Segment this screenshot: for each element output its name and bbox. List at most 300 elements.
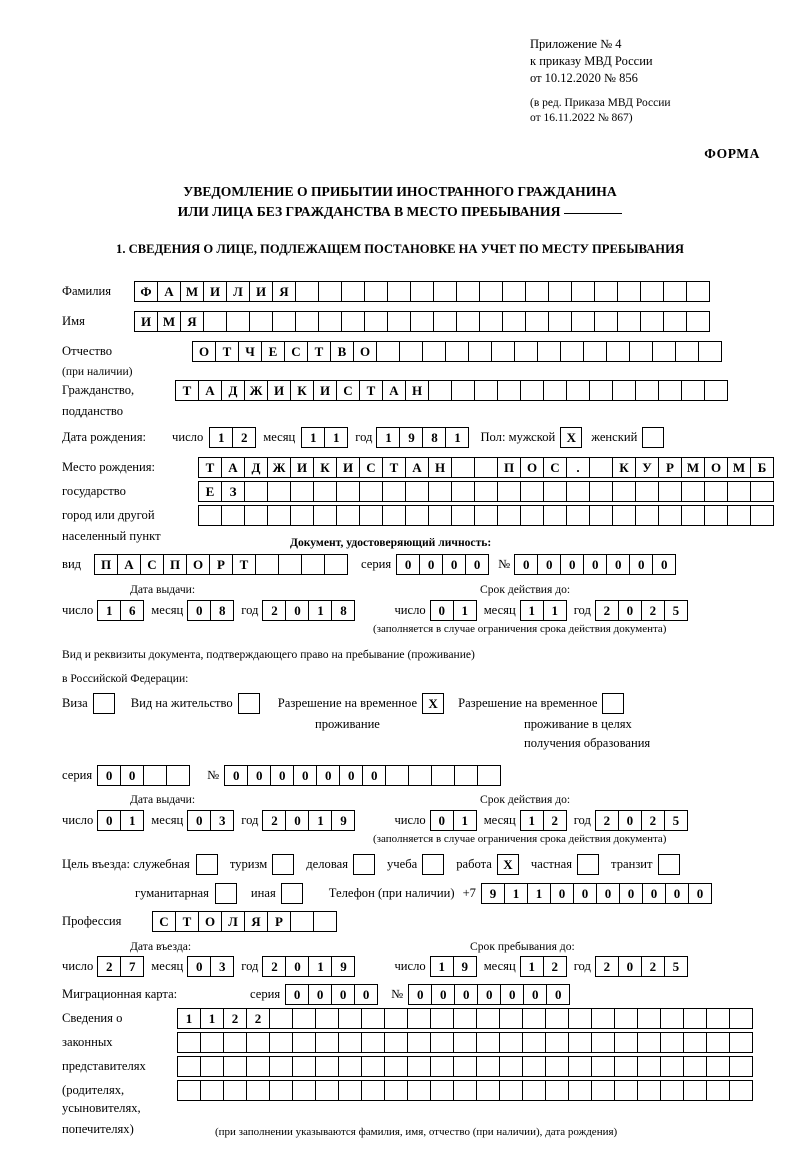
char-cell[interactable]: А [221,457,245,478]
char-cell[interactable] [474,481,498,502]
char-cell[interactable]: 8 [210,600,234,621]
char-cell[interactable]: 0 [618,810,642,831]
char-cell[interactable]: М [727,457,751,478]
char-cell[interactable]: 0 [285,984,309,1005]
char-cell[interactable] [338,1080,362,1101]
char-cell[interactable]: 2 [641,600,665,621]
char-cell[interactable] [683,1032,707,1053]
char-cell[interactable] [591,1080,615,1101]
char-cell[interactable]: Н [405,380,429,401]
char-cell[interactable]: С [140,554,164,575]
char-cell[interactable] [223,1032,247,1053]
char-cell[interactable] [361,1080,385,1101]
stay-number-input[interactable] [224,765,500,786]
char-cell[interactable]: П [94,554,118,575]
char-cell[interactable] [681,481,705,502]
char-cell[interactable] [177,1080,201,1101]
char-cell[interactable] [614,1008,638,1029]
char-cell[interactable] [318,281,342,302]
char-cell[interactable]: 1 [120,810,144,831]
char-cell[interactable] [474,380,498,401]
char-cell[interactable] [566,481,590,502]
char-cell[interactable] [750,481,774,502]
char-cell[interactable] [637,1056,661,1077]
char-cell[interactable] [278,554,302,575]
char-cell[interactable] [430,1032,454,1053]
char-cell[interactable] [407,1008,431,1029]
char-cell[interactable] [387,311,411,332]
char-cell[interactable]: 0 [354,984,378,1005]
entry-month-input[interactable] [187,956,233,977]
char-cell[interactable] [479,281,503,302]
doc-valid-year-input[interactable] [595,600,687,621]
char-cell[interactable] [606,341,630,362]
char-cell[interactable] [479,311,503,332]
edu-residence-checkbox[interactable] [602,693,624,714]
char-cell[interactable]: 2 [595,956,619,977]
char-cell[interactable] [430,1080,454,1101]
char-cell[interactable]: Р [658,457,682,478]
purpose-other-checkbox[interactable] [281,883,303,904]
char-cell[interactable] [660,1008,684,1029]
char-cell[interactable] [292,1032,316,1053]
purpose-private-checkbox[interactable] [577,854,599,875]
char-cell[interactable] [474,505,498,526]
char-cell[interactable] [456,281,480,302]
char-cell[interactable]: 1 [301,427,325,448]
char-cell[interactable]: 0 [619,883,643,904]
purpose-tourism-checkbox[interactable] [272,854,294,875]
entry-year-input[interactable] [262,956,354,977]
stay-until-month-input[interactable] [520,956,566,977]
char-cell[interactable] [683,1008,707,1029]
char-cell[interactable] [589,380,613,401]
doc-valid-month-input[interactable] [520,600,566,621]
char-cell[interactable] [166,765,190,786]
char-cell[interactable]: 0 [285,956,309,977]
purpose-work-checkbox[interactable]: Х [497,854,519,875]
char-cell[interactable] [698,341,722,362]
char-cell[interactable] [614,1056,638,1077]
char-cell[interactable]: 0 [430,600,454,621]
legal-reps-input-row3[interactable] [177,1056,752,1077]
char-cell[interactable] [453,1056,477,1077]
char-cell[interactable] [614,1032,638,1053]
char-cell[interactable]: 0 [454,984,478,1005]
char-cell[interactable]: 0 [331,984,355,1005]
char-cell[interactable]: 0 [550,883,574,904]
char-cell[interactable] [612,380,636,401]
char-cell[interactable] [200,1056,224,1077]
char-cell[interactable] [384,1032,408,1053]
char-cell[interactable] [341,311,365,332]
char-cell[interactable] [543,505,567,526]
char-cell[interactable] [706,1056,730,1077]
char-cell[interactable]: 0 [187,600,211,621]
sex-female-checkbox[interactable] [642,427,664,448]
char-cell[interactable]: 1 [324,427,348,448]
char-cell[interactable] [338,1008,362,1029]
char-cell[interactable]: 1 [376,427,400,448]
char-cell[interactable] [589,457,613,478]
char-cell[interactable]: А [198,380,222,401]
char-cell[interactable] [727,481,751,502]
sex-male-checkbox[interactable]: Х [560,427,582,448]
char-cell[interactable] [522,1056,546,1077]
char-cell[interactable] [336,481,360,502]
char-cell[interactable] [520,380,544,401]
char-cell[interactable] [428,380,452,401]
char-cell[interactable]: 1 [177,1008,201,1029]
char-cell[interactable] [543,380,567,401]
stay-issue-year-input[interactable] [262,810,354,831]
char-cell[interactable]: З [221,481,245,502]
char-cell[interactable]: О [704,457,728,478]
char-cell[interactable]: 0 [120,765,144,786]
char-cell[interactable] [683,1080,707,1101]
char-cell[interactable] [405,481,429,502]
char-cell[interactable]: 3 [210,810,234,831]
char-cell[interactable] [407,1032,431,1053]
char-cell[interactable]: М [157,311,181,332]
stay-until-day-input[interactable] [430,956,476,977]
char-cell[interactable]: 9 [331,956,355,977]
char-cell[interactable] [292,1080,316,1101]
char-cell[interactable]: 0 [97,810,121,831]
char-cell[interactable]: 0 [629,554,653,575]
char-cell[interactable] [617,311,641,332]
char-cell[interactable] [640,311,664,332]
char-cell[interactable]: Т [359,380,383,401]
char-cell[interactable]: К [612,457,636,478]
char-cell[interactable]: 5 [664,956,688,977]
char-cell[interactable]: 2 [232,427,256,448]
char-cell[interactable]: 0 [537,554,561,575]
char-cell[interactable] [295,311,319,332]
doc-valid-day-input[interactable] [430,600,476,621]
char-cell[interactable]: 1 [543,600,567,621]
char-cell[interactable] [143,765,167,786]
char-cell[interactable]: В [330,341,354,362]
stay-issue-day-input[interactable] [97,810,143,831]
char-cell[interactable] [267,481,291,502]
doc-issue-year-input[interactable] [262,600,354,621]
char-cell[interactable] [315,1032,339,1053]
char-cell[interactable]: С [336,380,360,401]
char-cell[interactable] [407,1080,431,1101]
char-cell[interactable] [686,311,710,332]
char-cell[interactable] [269,1008,293,1029]
char-cell[interactable]: С [152,911,176,932]
char-cell[interactable] [617,281,641,302]
char-cell[interactable] [658,481,682,502]
char-cell[interactable] [499,1056,523,1077]
char-cell[interactable]: 0 [583,554,607,575]
char-cell[interactable]: 0 [500,984,524,1005]
char-cell[interactable]: 0 [523,984,547,1005]
char-cell[interactable] [658,505,682,526]
char-cell[interactable]: 1 [453,810,477,831]
char-cell[interactable]: Д [221,380,245,401]
purpose-study-checkbox[interactable] [422,854,444,875]
char-cell[interactable]: 2 [246,1008,270,1029]
char-cell[interactable]: 2 [262,956,286,977]
char-cell[interactable] [359,481,383,502]
char-cell[interactable] [246,1080,270,1101]
char-cell[interactable] [476,1032,500,1053]
char-cell[interactable]: 2 [97,956,121,977]
char-cell[interactable] [399,341,423,362]
char-cell[interactable] [382,505,406,526]
char-cell[interactable] [384,1080,408,1101]
char-cell[interactable] [198,505,222,526]
char-cell[interactable]: И [267,380,291,401]
char-cell[interactable] [706,1080,730,1101]
char-cell[interactable]: С [543,457,567,478]
birth-year-input[interactable] [376,427,468,448]
char-cell[interactable] [663,281,687,302]
char-cell[interactable]: Ч [238,341,262,362]
char-cell[interactable] [637,1008,661,1029]
char-cell[interactable] [246,1056,270,1077]
char-cell[interactable]: И [290,457,314,478]
char-cell[interactable]: 0 [596,883,620,904]
char-cell[interactable] [203,311,227,332]
char-cell[interactable] [497,481,521,502]
char-cell[interactable] [729,1032,753,1053]
char-cell[interactable]: 7 [120,956,144,977]
char-cell[interactable]: 0 [224,765,248,786]
birth-month-input[interactable] [301,427,347,448]
char-cell[interactable] [269,1056,293,1077]
entry-day-input[interactable] [97,956,143,977]
char-cell[interactable]: Р [267,911,291,932]
char-cell[interactable] [431,765,455,786]
char-cell[interactable] [658,380,682,401]
char-cell[interactable] [525,281,549,302]
char-cell[interactable] [387,281,411,302]
char-cell[interactable]: Ф [134,281,158,302]
char-cell[interactable]: П [163,554,187,575]
char-cell[interactable] [566,380,590,401]
char-cell[interactable]: 0 [362,765,386,786]
char-cell[interactable] [361,1032,385,1053]
char-cell[interactable]: 1 [308,956,332,977]
char-cell[interactable]: 0 [618,600,642,621]
char-cell[interactable] [594,281,618,302]
char-cell[interactable]: А [405,457,429,478]
char-cell[interactable] [583,341,607,362]
char-cell[interactable]: И [313,380,337,401]
doc-issue-day-input[interactable] [97,600,143,621]
char-cell[interactable]: 1 [97,600,121,621]
char-cell[interactable]: Я [244,911,268,932]
char-cell[interactable]: 1 [453,600,477,621]
char-cell[interactable]: П [497,457,521,478]
char-cell[interactable]: О [198,911,222,932]
char-cell[interactable] [499,1080,523,1101]
char-cell[interactable]: 0 [546,984,570,1005]
birth-place-input-row1[interactable] [198,457,773,478]
char-cell[interactable]: И [203,281,227,302]
char-cell[interactable]: Т [232,554,256,575]
char-cell[interactable] [652,341,676,362]
char-cell[interactable] [663,311,687,332]
char-cell[interactable] [405,505,429,526]
char-cell[interactable]: 0 [442,554,466,575]
char-cell[interactable]: 2 [641,956,665,977]
char-cell[interactable] [290,481,314,502]
char-cell[interactable]: 0 [97,765,121,786]
char-cell[interactable] [315,1080,339,1101]
char-cell[interactable] [364,311,388,332]
stay-until-year-input[interactable] [595,956,687,977]
char-cell[interactable] [635,380,659,401]
char-cell[interactable] [324,554,348,575]
char-cell[interactable]: Я [180,311,204,332]
char-cell[interactable] [451,481,475,502]
char-cell[interactable] [566,505,590,526]
char-cell[interactable]: 0 [285,600,309,621]
patronymic-input[interactable] [192,341,721,362]
char-cell[interactable] [384,1056,408,1077]
char-cell[interactable] [681,505,705,526]
char-cell[interactable] [612,505,636,526]
char-cell[interactable] [704,380,728,401]
char-cell[interactable]: 2 [641,810,665,831]
char-cell[interactable] [451,505,475,526]
char-cell[interactable] [571,311,595,332]
char-cell[interactable]: И [336,457,360,478]
doc-number-input[interactable] [514,554,675,575]
char-cell[interactable] [385,765,409,786]
purpose-service-checkbox[interactable] [196,854,218,875]
char-cell[interactable]: 0 [187,956,211,977]
char-cell[interactable] [292,1056,316,1077]
char-cell[interactable] [477,765,501,786]
char-cell[interactable] [410,311,434,332]
char-cell[interactable] [591,1056,615,1077]
char-cell[interactable] [422,341,446,362]
char-cell[interactable]: 0 [465,554,489,575]
char-cell[interactable]: Б [750,457,774,478]
char-cell[interactable]: 0 [477,984,501,1005]
char-cell[interactable] [292,1008,316,1029]
char-cell[interactable]: К [313,457,337,478]
char-cell[interactable] [704,505,728,526]
char-cell[interactable]: 0 [642,883,666,904]
char-cell[interactable]: 2 [262,600,286,621]
char-cell[interactable]: 1 [504,883,528,904]
char-cell[interactable] [499,1032,523,1053]
char-cell[interactable] [433,311,457,332]
char-cell[interactable]: 0 [285,810,309,831]
char-cell[interactable]: 0 [430,810,454,831]
birth-place-input-row2[interactable] [198,481,773,502]
char-cell[interactable] [750,505,774,526]
char-cell[interactable]: Т [307,341,331,362]
char-cell[interactable] [686,281,710,302]
char-cell[interactable]: М [180,281,204,302]
char-cell[interactable] [548,311,572,332]
char-cell[interactable] [290,911,314,932]
char-cell[interactable] [499,1008,523,1029]
char-cell[interactable]: М [681,457,705,478]
char-cell[interactable] [660,1080,684,1101]
char-cell[interactable] [361,1008,385,1029]
char-cell[interactable]: 8 [331,600,355,621]
char-cell[interactable] [594,311,618,332]
char-cell[interactable] [410,281,434,302]
char-cell[interactable] [223,1056,247,1077]
char-cell[interactable]: 0 [270,765,294,786]
char-cell[interactable]: 8 [422,427,446,448]
char-cell[interactable] [640,281,664,302]
char-cell[interactable] [290,505,314,526]
char-cell[interactable]: 9 [481,883,505,904]
char-cell[interactable] [568,1032,592,1053]
char-cell[interactable] [571,281,595,302]
char-cell[interactable]: 1 [200,1008,224,1029]
char-cell[interactable]: 0 [316,765,340,786]
char-cell[interactable]: 1 [308,810,332,831]
char-cell[interactable] [522,1080,546,1101]
char-cell[interactable]: Т [175,911,199,932]
mig-series-input[interactable] [285,984,377,1005]
char-cell[interactable] [591,1008,615,1029]
char-cell[interactable]: 0 [514,554,538,575]
char-cell[interactable]: 0 [431,984,455,1005]
char-cell[interactable]: 2 [543,810,567,831]
char-cell[interactable] [221,505,245,526]
char-cell[interactable]: Н [428,457,452,478]
char-cell[interactable] [451,457,475,478]
char-cell[interactable] [177,1032,201,1053]
citizenship-input[interactable] [175,380,727,401]
char-cell[interactable] [408,765,432,786]
char-cell[interactable]: 2 [595,810,619,831]
birth-day-input[interactable] [209,427,255,448]
char-cell[interactable]: 0 [560,554,584,575]
char-cell[interactable]: 1 [430,956,454,977]
char-cell[interactable] [361,1056,385,1077]
char-cell[interactable] [451,380,475,401]
char-cell[interactable] [338,1056,362,1077]
char-cell[interactable] [453,1008,477,1029]
char-cell[interactable] [272,311,296,332]
char-cell[interactable] [729,1056,753,1077]
char-cell[interactable] [589,505,613,526]
char-cell[interactable]: 2 [262,810,286,831]
profession-input[interactable] [152,911,336,932]
char-cell[interactable] [430,1008,454,1029]
char-cell[interactable] [430,1056,454,1077]
char-cell[interactable] [269,1080,293,1101]
char-cell[interactable] [476,1080,500,1101]
char-cell[interactable] [548,281,572,302]
char-cell[interactable]: А [157,281,181,302]
char-cell[interactable] [384,1008,408,1029]
char-cell[interactable] [341,281,365,302]
char-cell[interactable]: 1 [520,810,544,831]
doc-series-input[interactable] [396,554,488,575]
char-cell[interactable]: 1 [527,883,551,904]
char-cell[interactable] [568,1080,592,1101]
char-cell[interactable] [445,341,469,362]
legal-reps-input-row2[interactable] [177,1032,752,1053]
char-cell[interactable] [223,1080,247,1101]
name-input[interactable] [134,311,709,332]
